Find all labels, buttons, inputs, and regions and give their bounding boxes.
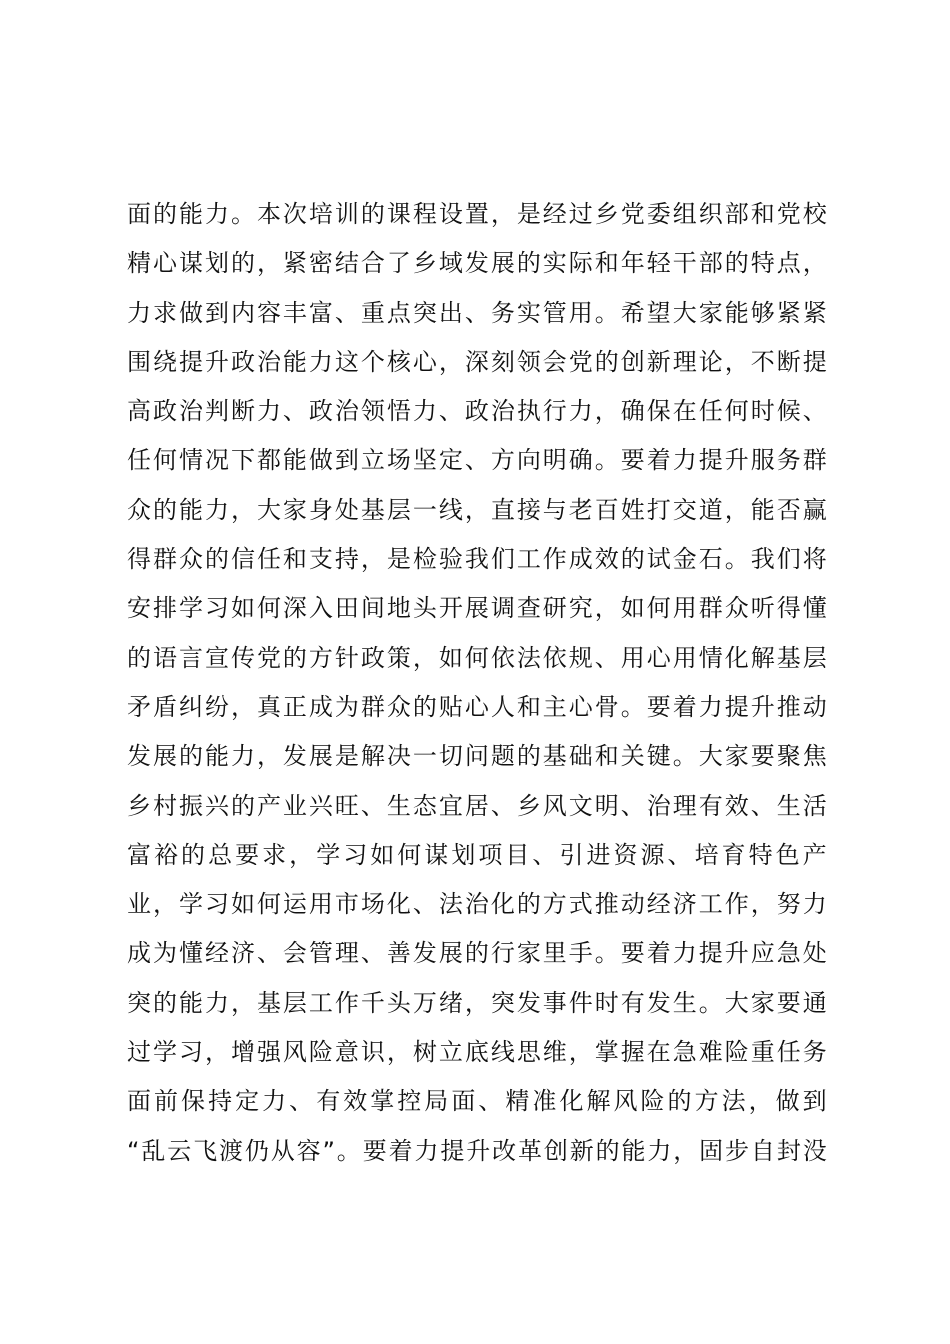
text-line: 矛盾纠纷，真正成为群众的贴心人和主心骨。要着力提升推动 xyxy=(127,692,827,721)
text-line: 突的能力，基层工作千头万绪，突发事件时有发生。大家要通 xyxy=(127,988,827,1017)
text-line: 过学习，增强风险意识，树立底线思维，掌握在急难险重任务 xyxy=(127,1038,827,1067)
text-line: 的语言宣传党的方针政策，如何依法依规、用心用情化解基层 xyxy=(127,643,827,672)
body-paragraph xyxy=(127,190,827,1176)
text-line: 精心谋划的，紧密结合了乡域发展的实际和年轻干部的特点， xyxy=(127,249,827,278)
text-line: 力求做到内容丰富、重点突出、务实管用。希望大家能够紧紧 xyxy=(127,298,827,327)
text-line: 乡村振兴的产业兴旺、生态宜居、乡风文明、治理有效、生活 xyxy=(127,791,827,820)
text-line: 富裕的总要求，学习如何谋划项目、引进资源、培育特色产 xyxy=(127,840,827,869)
text-line: 任何情况下都能做到立场坚定、方向明确。要着力提升服务群 xyxy=(127,446,827,475)
text-line: 面的能力。本次培训的课程设置，是经过乡党委组织部和党校 xyxy=(127,200,827,228)
text-line: 面前保持定力、有效掌控局面、精准化解风险的方法，做到 xyxy=(127,1087,827,1116)
text-line: 业，学习如何运用市场化、法治化的方式推动经济工作，努力 xyxy=(127,890,827,919)
text-line: 众的能力，大家身处基层一线，直接与老百姓打交道，能否赢 xyxy=(127,495,827,524)
text-line: 高政治判断力、政治领悟力、政治执行力，确保在任何时候、 xyxy=(127,397,827,426)
text-line: 安排学习如何深入田间地头开展调查研究，如何用群众听得懂 xyxy=(127,594,827,623)
text-line: 围绕提升政治能力这个核心，深刻领会党的创新理论，不断提 xyxy=(127,347,827,376)
text-line: 发展的能力，发展是解决一切问题的基础和关键。大家要聚焦 xyxy=(127,742,827,771)
text-line: “乱云飞渡仍从容”。要着力提升改革创新的能力，固步自封没 xyxy=(127,1136,827,1165)
text-line: 成为懂经济、会管理、善发展的行家里手。要着力提升应急处 xyxy=(127,939,827,968)
text-line: 得群众的信任和支持，是检验我们工作成效的试金石。我们将 xyxy=(127,545,827,574)
